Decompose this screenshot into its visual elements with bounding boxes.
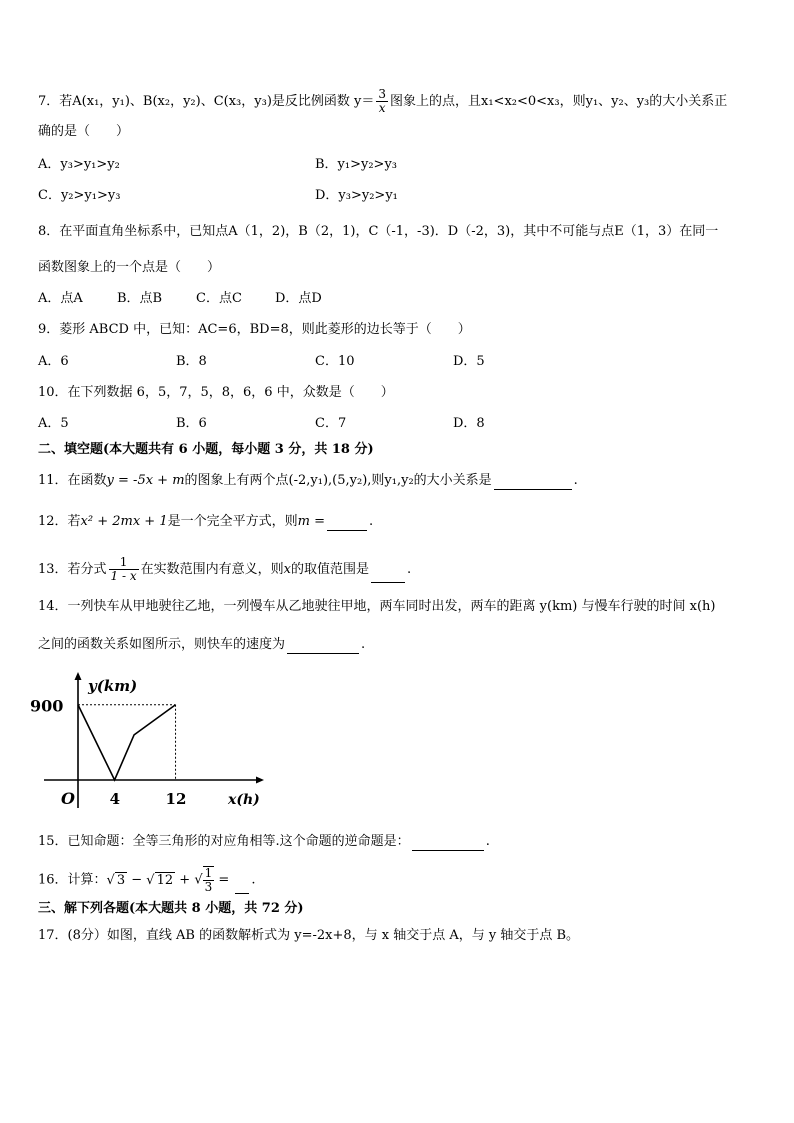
y-axis-arrow bbox=[75, 672, 82, 680]
section-3-heading: 三、解下列各题(本大题共 8 小题，共 72 分) bbox=[38, 901, 304, 916]
q13-end: . bbox=[407, 562, 412, 577]
q8-option-a[interactable]: A．点A bbox=[38, 291, 83, 306]
q11-text-mid: 的图象上有两个点 bbox=[184, 473, 289, 488]
q16-end: . bbox=[251, 872, 256, 888]
q7-stem bbox=[38, 88, 774, 115]
q8-option-b[interactable]: B．点B bbox=[117, 291, 163, 306]
q12-end: . bbox=[368, 514, 374, 529]
q14-end: . bbox=[361, 637, 366, 652]
q14-answer-blank[interactable] bbox=[287, 639, 359, 654]
q7-fraction bbox=[376, 88, 388, 115]
q16-text-pre: 16．计算： bbox=[38, 872, 107, 888]
q13-text-pre: 13．若分式 bbox=[38, 562, 107, 577]
q7-stem-line2: 确的是（ ） bbox=[38, 124, 130, 139]
q12-text-pre: 12．若 bbox=[38, 514, 81, 529]
q8-stem: 8．在平面直角坐标系中，已知点A（1，2)，B（2，1)，C（-1，-3)．D（-2，3)，其中不可能与点E（1，3）在同一 bbox=[38, 224, 719, 239]
q13-var: x bbox=[283, 562, 291, 577]
q15-end: . bbox=[485, 834, 490, 849]
y-axis-label: y(km) bbox=[88, 677, 138, 695]
q7-option-c[interactable]: C．y₂>y₁>y₃ bbox=[38, 188, 121, 203]
q12-answer-blank[interactable] bbox=[327, 516, 367, 531]
q7-frac-den: x bbox=[378, 101, 386, 115]
q11-text-pre: 11．在函数 bbox=[38, 473, 107, 488]
q10-stem: 10．在下列数据 6，5，7，5，8，6，6 中，众数是（ ） bbox=[38, 385, 394, 400]
origin-label: O bbox=[61, 789, 75, 808]
q10-option-c[interactable]: C．7 bbox=[315, 416, 347, 431]
q13-fraction bbox=[109, 556, 139, 583]
q14-stem-line2 bbox=[38, 636, 774, 654]
q15-answer-blank[interactable] bbox=[412, 836, 484, 851]
q11-points: (-2,y₁),(5,y₂) bbox=[288, 473, 368, 488]
q7-option-d[interactable]: D．y₃>y₂>y₁ bbox=[315, 188, 398, 203]
q16-sqrt-12: √ 12 bbox=[146, 872, 174, 888]
q13-text-post: 在实数范围内有意义，则 bbox=[140, 562, 284, 577]
q16-sqrt-frac: √ $\frac{1}{3}$ bbox=[194, 866, 213, 894]
q13-answer-blank[interactable] bbox=[371, 568, 405, 583]
section-2-heading: 二、填空题(本大题共有 6 小题，每小题 3 分，共 18 分) bbox=[38, 442, 374, 457]
q12-stem bbox=[38, 513, 774, 531]
q12-formula: x² + 2mx + 1 bbox=[80, 514, 168, 529]
q7-option-b[interactable]: B．y₁>y₂>y₃ bbox=[315, 157, 398, 172]
q14-stem: 14．一列快车从甲地驶往乙地，一列慢车从乙地驶往甲地，两车同时出发，两车的距离 y(km) 与慢车行驶的时间 x(h) bbox=[38, 599, 716, 614]
q9-option-d[interactable]: D．5 bbox=[453, 354, 485, 369]
q16-plus: + bbox=[175, 872, 195, 888]
q8-option-c[interactable]: C．点C bbox=[196, 291, 242, 306]
q12-text-post: 是一个完全平方式，则 bbox=[167, 514, 298, 529]
q9-option-a[interactable]: A．6 bbox=[38, 354, 69, 369]
q11-formula: y = -5x + m bbox=[106, 473, 185, 488]
q14-text-pre: 之间的函数关系如图所示，则快车的速度为 bbox=[38, 637, 286, 652]
q16-minus: − bbox=[127, 872, 147, 888]
q12-var: m = bbox=[297, 514, 325, 529]
q14-distance-time-graph bbox=[30, 672, 270, 812]
q11-answer-blank[interactable] bbox=[494, 475, 572, 490]
q8-stem-line2: 函数图象上的一个点是（ ） bbox=[38, 260, 221, 275]
q11-text-post: ,则y₁,y₂的大小关系是 bbox=[367, 473, 492, 488]
q9-stem: 9．菱形 ABCD 中，已知：AC=6，BD=8，则此菱形的边长等于（ ） bbox=[38, 322, 471, 337]
q15-stem bbox=[38, 833, 774, 851]
q13-frac-den: 1 - x bbox=[110, 569, 137, 583]
q11-stem bbox=[38, 472, 774, 490]
series-line-0 bbox=[78, 705, 176, 780]
q15-text: 15．已知命题：全等三角形的对应角相等.这个命题的逆命题是： bbox=[38, 834, 410, 849]
q8-option-d[interactable]: D．点D bbox=[275, 291, 322, 306]
x-tick-label-12: 12 bbox=[165, 790, 187, 808]
q10-option-d[interactable]: D．8 bbox=[453, 416, 485, 431]
q13-frac-num: 1 bbox=[109, 556, 139, 570]
q17-stem: 17．(8分）如图，直线 AB 的函数解析式为 y=-2x+8，与 x 轴交于点 A，与 y 轴交于点 B。 bbox=[38, 928, 580, 943]
q11-end: . bbox=[573, 473, 578, 488]
q9-option-b[interactable]: B．8 bbox=[176, 354, 207, 369]
q16-sqrt-3: √ 3 bbox=[106, 872, 126, 888]
q7-text-pre: 7．若A(x₁，y₁)、B(x₂，y₂)、C(x₃，y₃)是反比例函数 y＝ bbox=[38, 94, 375, 109]
q10-option-a[interactable]: A．5 bbox=[38, 416, 69, 431]
q16-stem bbox=[38, 866, 774, 894]
q7-text-post: 图象上的点，且x₁<x₂<0<x₃，则y₁、y₂、y₃的大小关系正 bbox=[390, 94, 728, 109]
q13-text-post2: 的取值范围是 bbox=[291, 562, 370, 577]
x-axis-arrow bbox=[256, 777, 264, 784]
q7-option-a[interactable]: A．y₃>y₁>y₂ bbox=[38, 157, 120, 172]
x-tick-label-4: 4 bbox=[109, 790, 121, 808]
q16-equals: = bbox=[214, 872, 234, 888]
x-axis-label: x(h) bbox=[228, 792, 260, 808]
q13-stem bbox=[38, 556, 774, 583]
y-tick-label-900: 900 bbox=[30, 696, 64, 716]
q10-option-b[interactable]: B．6 bbox=[176, 416, 207, 431]
q7-frac-num: 3 bbox=[378, 87, 387, 101]
q16-answer-blank[interactable] bbox=[235, 879, 249, 894]
q9-option-c[interactable]: C．10 bbox=[315, 354, 355, 369]
